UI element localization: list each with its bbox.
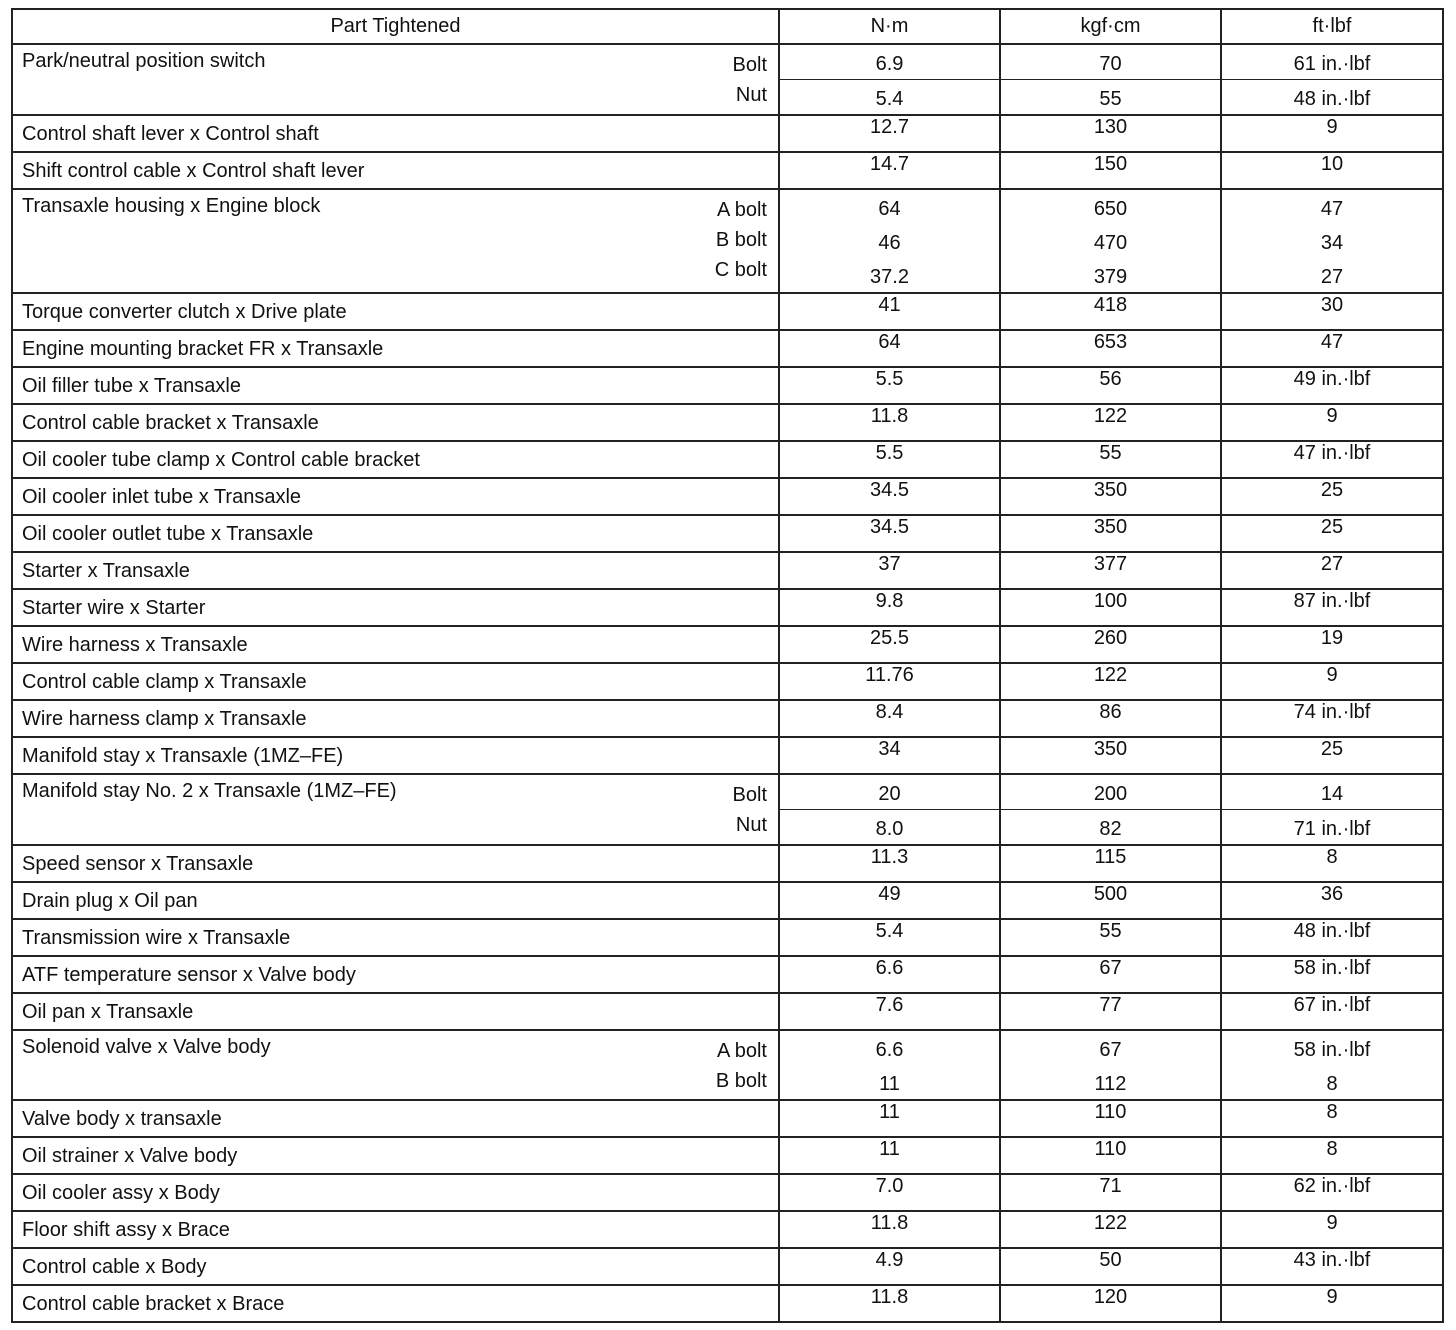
part-name: Torque converter clutch x Drive plate <box>22 301 347 323</box>
part-name: Control cable bracket x Brace <box>22 1293 285 1315</box>
part-name: Drain plug x Oil pan <box>22 890 198 912</box>
torque-kgf-cm-value: 379 <box>1093 266 1128 288</box>
torque-ft-lbf-cell: 9 <box>1221 404 1443 441</box>
part-cell <box>12 478 779 515</box>
torque-kgf-cm-value: 200 <box>1093 783 1128 805</box>
part-name: Floor shift assy x Brace <box>22 1219 230 1241</box>
torque-nm-cell: 11 <box>779 1100 1000 1137</box>
part-cell <box>12 515 779 552</box>
torque-ft-lbf-cell: 9 <box>1221 1285 1443 1322</box>
fastener-label: A bolt <box>716 199 767 221</box>
torque-nm-cell: 5.5 <box>779 367 1000 404</box>
torque-kgf-cm-value: 112 <box>1094 1073 1127 1095</box>
torque-kgf-cm-cell: 50 <box>1000 1248 1221 1285</box>
torque-kgf-cm-cell: 350 <box>1000 478 1221 515</box>
part-cell <box>12 1211 779 1248</box>
part-name: Starter wire x Starter <box>22 597 206 619</box>
part-cell <box>12 293 779 330</box>
table-row <box>12 882 1443 919</box>
torque-nm-cell: 11.8 <box>779 1285 1000 1322</box>
table-row <box>12 774 1443 845</box>
table-row <box>12 956 1443 993</box>
torque-kgf-cm-cell: 67 <box>1000 956 1221 993</box>
part-name: Control shaft lever x Control shaft <box>22 123 319 145</box>
torque-nm-cell: 6.6 <box>779 956 1000 993</box>
table-row <box>12 152 1443 189</box>
torque-ft-lbf-cell: 67 in.·lbf <box>1221 993 1443 1030</box>
torque-kgf-cm-cell: 418 <box>1000 293 1221 330</box>
torque-ft-lbf-cell: 8 <box>1221 845 1443 882</box>
torque-kgf-cm-value: 67 <box>1099 1039 1122 1061</box>
part-cell <box>12 367 779 404</box>
torque-ft-lbf-value: 8 <box>1326 1073 1338 1095</box>
torque-nm-cell <box>779 774 1000 845</box>
torque-nm-cell: 34.5 <box>779 478 1000 515</box>
torque-kgf-cm-cell: 120 <box>1000 1285 1221 1322</box>
torque-ft-lbf-cell: 48 in.·lbf <box>1221 919 1443 956</box>
torque-kgf-cm-value: 55 <box>1001 79 1220 114</box>
part-cell <box>12 152 779 189</box>
torque-kgf-cm-value: 650 <box>1093 198 1128 220</box>
torque-nm-value: 64 <box>878 198 901 220</box>
torque-ft-lbf-cell: 49 in.·lbf <box>1221 367 1443 404</box>
part-cell <box>12 404 779 441</box>
part-cell <box>12 919 779 956</box>
part-name: Valve body x transaxle <box>22 1108 222 1130</box>
part-name: Manifold stay No. 2 x Transaxle (1MZ–FE) <box>22 780 397 802</box>
table-row <box>12 1174 1443 1211</box>
torque-ft-lbf-cell: 9 <box>1221 115 1443 152</box>
torque-ft-lbf-value: 34 <box>1320 232 1344 254</box>
fastener-labels <box>733 50 767 110</box>
table-row <box>12 845 1443 882</box>
part-name: Control cable bracket x Transaxle <box>22 412 319 434</box>
torque-nm-value: 6.6 <box>875 1039 904 1061</box>
torque-nm-cell: 11.8 <box>779 404 1000 441</box>
part-name: Wire harness x Transaxle <box>22 634 248 656</box>
torque-kgf-cm-cell: 350 <box>1000 737 1221 774</box>
torque-nm-value: 37.2 <box>870 266 909 288</box>
torque-nm-value: 46 <box>878 232 901 254</box>
part-cell <box>12 1030 779 1100</box>
part-cell <box>12 189 779 293</box>
part-cell <box>12 774 779 845</box>
fastener-label: A bolt <box>716 1040 767 1062</box>
torque-kgf-cm-cell: 122 <box>1000 663 1221 700</box>
part-name: ATF temperature sensor x Valve body <box>22 964 356 986</box>
table-row <box>12 700 1443 737</box>
fastener-label: B bolt <box>715 1070 767 1092</box>
fastener-labels <box>733 780 767 840</box>
torque-ft-lbf-cell: 8 <box>1221 1137 1443 1174</box>
torque-kgf-cm-cell: 115 <box>1000 845 1221 882</box>
part-cell <box>12 441 779 478</box>
torque-nm-cell: 25.5 <box>779 626 1000 663</box>
table-row <box>12 115 1443 152</box>
torque-kgf-cm-cell <box>1000 1030 1221 1100</box>
fastener-labels <box>715 195 767 285</box>
header-part-tightened: Part Tightened <box>12 9 779 44</box>
part-cell <box>12 1137 779 1174</box>
torque-nm-cell: 34.5 <box>779 515 1000 552</box>
part-name: Speed sensor x Transaxle <box>22 853 254 875</box>
torque-nm-value: 6.9 <box>875 53 904 75</box>
torque-ft-lbf-cell: 9 <box>1221 1211 1443 1248</box>
torque-nm-cell: 11.3 <box>779 845 1000 882</box>
torque-nm-cell <box>779 44 1000 115</box>
torque-nm-cell: 5.5 <box>779 441 1000 478</box>
torque-ft-lbf-cell: 27 <box>1221 552 1443 589</box>
torque-kgf-cm-cell: 110 <box>1000 1137 1221 1174</box>
torque-kgf-cm-value: 70 <box>1099 53 1122 75</box>
table-row <box>12 1248 1443 1285</box>
part-cell <box>12 663 779 700</box>
torque-ft-lbf-cell <box>1221 1030 1443 1100</box>
table-row <box>12 919 1443 956</box>
part-cell <box>12 993 779 1030</box>
torque-ft-lbf-cell: 47 in.·lbf <box>1221 441 1443 478</box>
part-name: Oil cooler tube clamp x Control cable bracket <box>22 449 420 471</box>
torque-nm-cell: 8.4 <box>779 700 1000 737</box>
torque-ft-lbf-cell: 25 <box>1221 478 1443 515</box>
torque-kgf-cm-cell: 55 <box>1000 919 1221 956</box>
part-cell <box>12 700 779 737</box>
part-name: Oil strainer x Valve body <box>22 1145 238 1167</box>
part-cell <box>12 845 779 882</box>
part-cell <box>12 1174 779 1211</box>
part-name: Manifold stay x Transaxle (1MZ–FE) <box>22 745 344 767</box>
torque-nm-cell: 12.7 <box>779 115 1000 152</box>
table-row <box>12 552 1443 589</box>
part-cell <box>12 626 779 663</box>
torque-nm-value: 8.0 <box>780 809 999 844</box>
part-name: Park/neutral position switch <box>22 50 266 72</box>
torque-kgf-cm-cell: 130 <box>1000 115 1221 152</box>
table-row <box>12 293 1443 330</box>
fastener-labels <box>716 1036 767 1096</box>
torque-ft-lbf-value: 14 <box>1320 783 1344 805</box>
part-cell <box>12 1285 779 1322</box>
table-body <box>12 44 1443 1322</box>
part-cell <box>12 589 779 626</box>
part-cell <box>12 330 779 367</box>
torque-ft-lbf-cell: 36 <box>1221 882 1443 919</box>
torque-kgf-cm-cell: 122 <box>1000 404 1221 441</box>
part-name: Oil cooler inlet tube x Transaxle <box>22 486 302 508</box>
torque-kgf-cm-cell: 100 <box>1000 589 1221 626</box>
part-name: Oil pan x Transaxle <box>22 1001 194 1023</box>
torque-nm-cell: 7.0 <box>779 1174 1000 1211</box>
torque-nm-cell: 49 <box>779 882 1000 919</box>
torque-kgf-cm-cell: 86 <box>1000 700 1221 737</box>
part-name: Solenoid valve x Valve body <box>22 1036 271 1058</box>
torque-nm-cell: 41 <box>779 293 1000 330</box>
fastener-label: B bolt <box>715 229 767 251</box>
fastener-label: Nut <box>735 84 767 106</box>
torque-kgf-cm-cell: 150 <box>1000 152 1221 189</box>
torque-kgf-cm-cell <box>1000 774 1221 845</box>
torque-nm-value: 5.4 <box>780 79 999 114</box>
part-name: Transaxle housing x Engine block <box>22 195 321 217</box>
torque-kgf-cm-cell: 55 <box>1000 441 1221 478</box>
header-row <box>12 9 1443 44</box>
part-name: Oil cooler assy x Body <box>22 1182 220 1204</box>
table-row <box>12 1030 1443 1100</box>
torque-kgf-cm-cell: 653 <box>1000 330 1221 367</box>
torque-kgf-cm-cell: 122 <box>1000 1211 1221 1248</box>
torque-ft-lbf-cell: 25 <box>1221 737 1443 774</box>
torque-kgf-cm-cell: 56 <box>1000 367 1221 404</box>
torque-kgf-cm-cell <box>1000 189 1221 293</box>
torque-nm-cell: 4.9 <box>779 1248 1000 1285</box>
table-row <box>12 1100 1443 1137</box>
table-row <box>12 993 1443 1030</box>
table-row <box>12 626 1443 663</box>
torque-ft-lbf-cell: 87 in.·lbf <box>1221 589 1443 626</box>
torque-ft-lbf-cell: 47 <box>1221 330 1443 367</box>
torque-nm-cell: 11 <box>779 1137 1000 1174</box>
part-name: Oil filler tube x Transaxle <box>22 375 241 397</box>
table-row <box>12 1285 1443 1322</box>
torque-ft-lbf-cell: 62 in.·lbf <box>1221 1174 1443 1211</box>
torque-ft-lbf-cell: 74 in.·lbf <box>1221 700 1443 737</box>
table-row <box>12 330 1443 367</box>
torque-ft-lbf-value: 27 <box>1320 266 1344 288</box>
torque-ft-lbf-cell <box>1221 774 1443 845</box>
table-row <box>12 589 1443 626</box>
header-kgf-cm: kgf·cm <box>1000 9 1221 44</box>
part-cell <box>12 737 779 774</box>
table-row <box>12 515 1443 552</box>
part-cell <box>12 882 779 919</box>
torque-nm-cell: 34 <box>779 737 1000 774</box>
torque-kgf-cm-cell: 71 <box>1000 1174 1221 1211</box>
torque-ft-lbf-cell <box>1221 44 1443 115</box>
torque-ft-lbf-value: 58 in.·lbf <box>1293 1039 1371 1061</box>
torque-kgf-cm-value: 82 <box>1001 809 1220 844</box>
part-name: Shift control cable x Control shaft lever <box>22 160 365 182</box>
part-cell <box>12 956 779 993</box>
torque-spec-table <box>11 8 1444 1323</box>
part-name: Starter x Transaxle <box>22 560 190 582</box>
torque-ft-lbf-value: 71 in.·lbf <box>1222 809 1442 844</box>
fastener-label: Bolt <box>732 54 767 76</box>
part-name: Control cable clamp x Transaxle <box>22 671 307 693</box>
torque-kgf-cm-cell: 110 <box>1000 1100 1221 1137</box>
table-row <box>12 367 1443 404</box>
torque-nm-cell <box>779 1030 1000 1100</box>
torque-kgf-cm-cell <box>1000 44 1221 115</box>
torque-ft-lbf-cell: 25 <box>1221 515 1443 552</box>
torque-ft-lbf-cell: 58 in.·lbf <box>1221 956 1443 993</box>
torque-kgf-cm-value: 470 <box>1093 232 1128 254</box>
torque-ft-lbf-cell: 10 <box>1221 152 1443 189</box>
part-cell <box>12 1248 779 1285</box>
torque-nm-cell <box>779 189 1000 293</box>
torque-ft-lbf-cell <box>1221 189 1443 293</box>
torque-kgf-cm-cell: 377 <box>1000 552 1221 589</box>
torque-kgf-cm-cell: 500 <box>1000 882 1221 919</box>
torque-nm-cell: 37 <box>779 552 1000 589</box>
torque-kgf-cm-cell: 260 <box>1000 626 1221 663</box>
torque-kgf-cm-cell: 350 <box>1000 515 1221 552</box>
torque-ft-lbf-cell: 43 in.·lbf <box>1221 1248 1443 1285</box>
torque-ft-lbf-cell: 19 <box>1221 626 1443 663</box>
part-cell <box>12 1100 779 1137</box>
table-row <box>12 1137 1443 1174</box>
torque-ft-lbf-value: 47 <box>1320 198 1344 220</box>
part-cell <box>12 115 779 152</box>
torque-ft-lbf-value: 61 in.·lbf <box>1293 53 1371 75</box>
fastener-label: C bolt <box>714 259 767 281</box>
header-ft-lbf: ft·lbf <box>1221 9 1443 44</box>
torque-nm-cell: 9.8 <box>779 589 1000 626</box>
fastener-label: Nut <box>735 814 767 836</box>
torque-kgf-cm-cell: 77 <box>1000 993 1221 1030</box>
torque-nm-cell: 11.76 <box>779 663 1000 700</box>
torque-ft-lbf-cell: 8 <box>1221 1100 1443 1137</box>
part-name: Wire harness clamp x Transaxle <box>22 708 307 730</box>
part-name: Oil cooler outlet tube x Transaxle <box>22 523 314 545</box>
table-row <box>12 663 1443 700</box>
torque-ft-lbf-value: 48 in.·lbf <box>1222 79 1442 114</box>
part-name: Control cable x Body <box>22 1256 207 1278</box>
torque-nm-value: 11 <box>879 1073 900 1095</box>
table-row <box>12 404 1443 441</box>
table-row <box>12 441 1443 478</box>
torque-nm-value: 20 <box>878 783 901 805</box>
torque-nm-cell: 14.7 <box>779 152 1000 189</box>
torque-nm-cell: 64 <box>779 330 1000 367</box>
table-row <box>12 737 1443 774</box>
part-name: Transmission wire x Transaxle <box>22 927 291 949</box>
header-nm: N·m <box>779 9 1000 44</box>
torque-nm-cell: 11.8 <box>779 1211 1000 1248</box>
torque-ft-lbf-cell: 30 <box>1221 293 1443 330</box>
table-row <box>12 478 1443 515</box>
table-row <box>12 189 1443 293</box>
torque-nm-cell: 5.4 <box>779 919 1000 956</box>
fastener-label: Bolt <box>732 784 767 806</box>
torque-ft-lbf-cell: 9 <box>1221 663 1443 700</box>
table-row <box>12 44 1443 115</box>
torque-nm-cell: 7.6 <box>779 993 1000 1030</box>
part-cell <box>12 552 779 589</box>
part-name: Engine mounting bracket FR x Transaxle <box>22 338 384 360</box>
part-cell <box>12 44 779 115</box>
table-row <box>12 1211 1443 1248</box>
